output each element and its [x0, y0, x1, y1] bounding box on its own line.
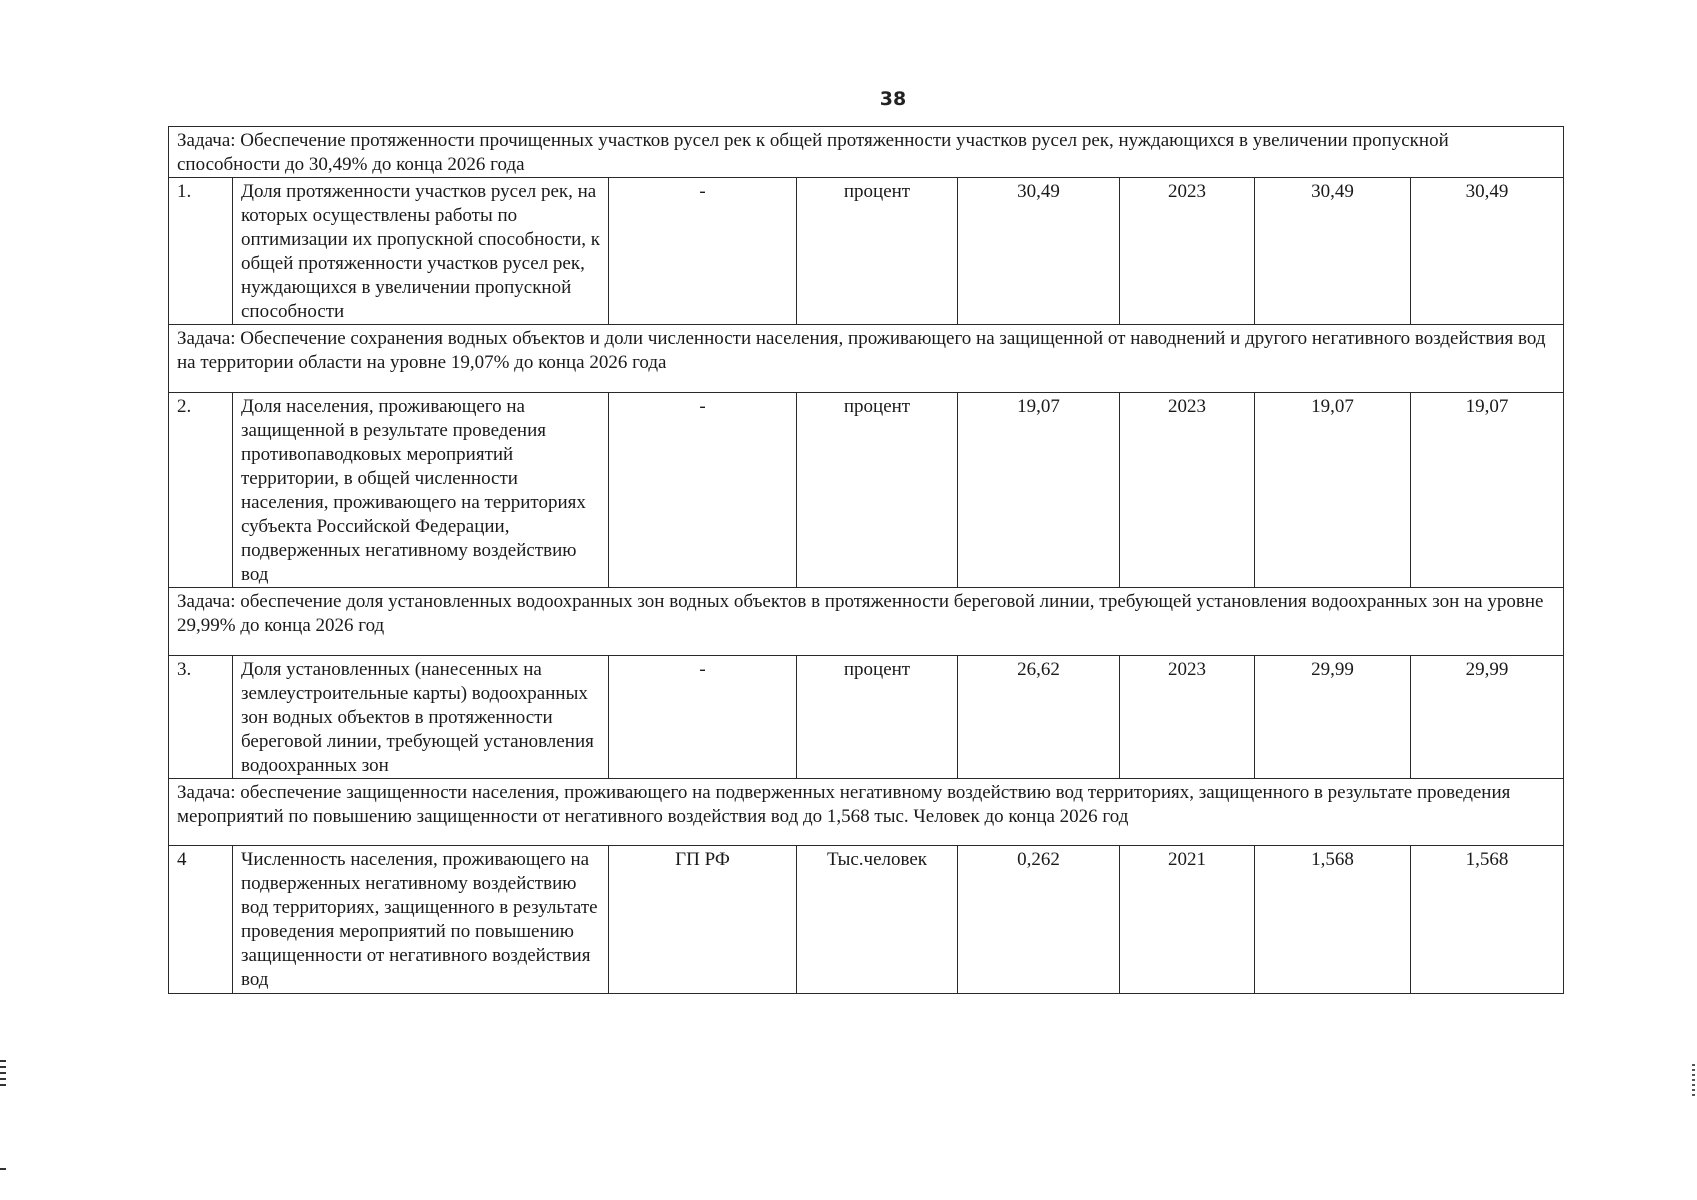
indicator-name: Доля протяженности участков русел рек, на которых осуществлены работы по оптимизации их пропускной способности, к общей протяженности участков русел рек, нуждающихся в увеличении пропускной способности	[233, 178, 609, 325]
value-2025: 19,07	[1255, 393, 1411, 588]
unit-of-measure: процент	[797, 178, 958, 325]
unit-of-measure: процент	[797, 393, 958, 588]
scan-margin-mark	[0, 1168, 6, 1170]
indicator-level: -	[609, 393, 797, 588]
indicators-table	[168, 126, 1564, 994]
row-number: 2.	[169, 393, 233, 588]
indicator-name: Доля населения, проживающего на защищенной в результате проведения противопаводковых мероприятий территории, в общей численности населения, проживающего на территориях субъекта Российской Федерации, подверженных негативному воздействию вод	[233, 393, 609, 588]
row-number: 1.	[169, 178, 233, 325]
scan-margin-mark	[1692, 1064, 1695, 1096]
task-row	[169, 127, 1564, 178]
indicator-row	[169, 393, 1564, 588]
indicator-level: ГП РФ	[609, 846, 797, 994]
indicator-level: -	[609, 656, 797, 779]
value-2026: 30,49	[1411, 178, 1564, 325]
row-number: 4	[169, 846, 233, 994]
indicator-name: Численность населения, проживающего на подверженных негативному воздействию вод территориях, защищенного в результате проведения мероприятий по повышению защищенности от негативного воздействия вод	[233, 846, 609, 994]
value-2025: 29,99	[1255, 656, 1411, 779]
base-value: 30,49	[958, 178, 1120, 325]
task-row	[169, 779, 1564, 846]
task-row	[169, 588, 1564, 656]
task-text: Задача: обеспечение доля установленных водоохранных зон водных объектов в протяженности береговой линии, требующей установления водоохранных зон на уровне 29,99% до конца 2026 год	[169, 588, 1564, 656]
value-2026: 19,07	[1411, 393, 1564, 588]
base-year: 2023	[1120, 393, 1255, 588]
task-text: Задача: обеспечение защищенности населения, проживающего на подверженных негативному воздействию вод территориях, защищенного в результате проведения мероприятий по повышению защищенности от негативного воздействия вод до 1,568 тыс. Человек до конца 2026 год	[169, 779, 1564, 846]
indicator-row	[169, 178, 1564, 325]
scan-margin-mark	[0, 1060, 6, 1088]
indicator-name: Доля установленных (нанесенных на землеустроительные карты) водоохранных зон водных объектов в протяженности береговой линии, требующей установления водоохранных зон	[233, 656, 609, 779]
base-value: 19,07	[958, 393, 1120, 588]
value-2025: 1,568	[1255, 846, 1411, 994]
base-value: 0,262	[958, 846, 1120, 994]
base-year: 2023	[1120, 178, 1255, 325]
page-number: 38	[879, 88, 907, 110]
task-text: Задача: Обеспечение сохранения водных объектов и доли численности населения, проживающего на защищенной от наводнений и другого негативного воздействия вод на территории области на уровне 19,07% до конца 2026 года	[169, 325, 1564, 393]
task-text: Задача: Обеспечение протяженности прочищенных участков русел рек к общей протяженности участков русел рек, нуждающихся в увеличении пропускной способности до 30,49% до конца 2026 года	[169, 127, 1564, 178]
unit-of-measure: Тыс.человек	[797, 846, 958, 994]
base-year: 2023	[1120, 656, 1255, 779]
indicator-row	[169, 656, 1564, 779]
task-row	[169, 325, 1564, 393]
value-2025: 30,49	[1255, 178, 1411, 325]
base-value: 26,62	[958, 656, 1120, 779]
value-2026: 29,99	[1411, 656, 1564, 779]
base-year: 2021	[1120, 846, 1255, 994]
unit-of-measure: процент	[797, 656, 958, 779]
indicator-row	[169, 846, 1564, 994]
row-number: 3.	[169, 656, 233, 779]
value-2026: 1,568	[1411, 846, 1564, 994]
indicator-level: -	[609, 178, 797, 325]
